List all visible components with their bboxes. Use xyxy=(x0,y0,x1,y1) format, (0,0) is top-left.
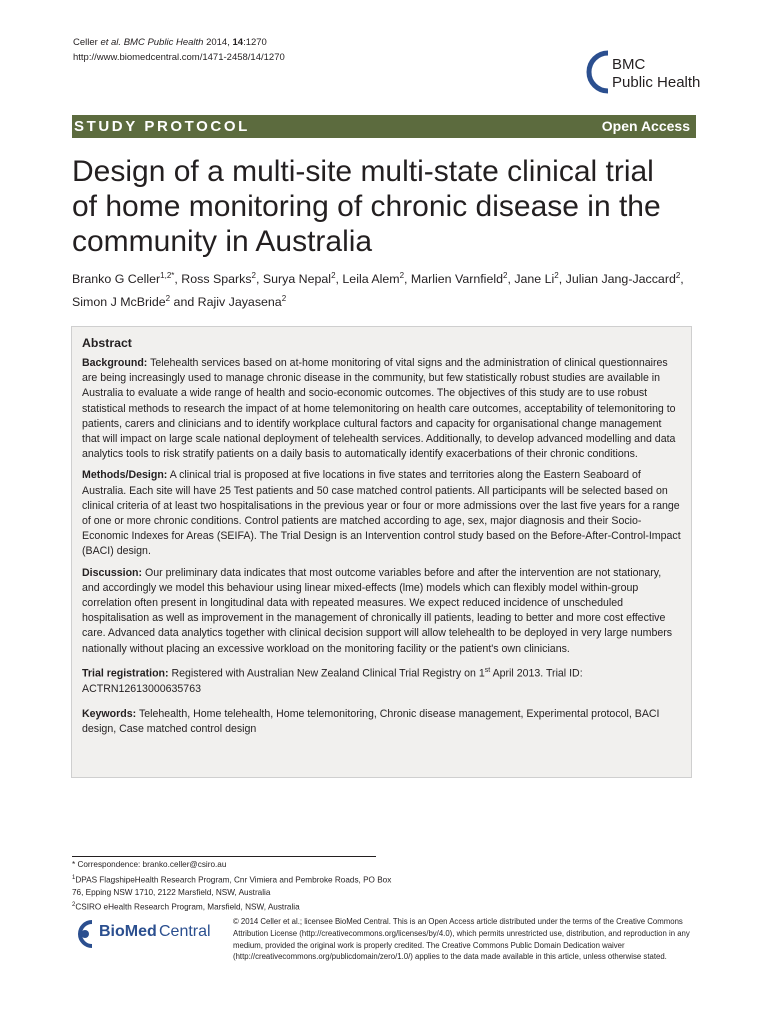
biomed-central-logo xyxy=(72,916,222,952)
article-url[interactable]: http://www.biomedcentral.com/1471-2458/14/1270 xyxy=(73,52,285,63)
footnotes xyxy=(72,859,402,914)
abstract-trial-registration xyxy=(82,663,681,697)
author-2 xyxy=(181,272,263,286)
abstract-discussion xyxy=(82,566,681,657)
author-separator: and xyxy=(170,295,198,310)
citation-line xyxy=(73,35,285,50)
background-text: Telehealth services based on at-home monitoring of vital signs and the administration of clinical questionnaires are being increasingly used to manage chronic disease in the community, but few statistically robust studies are available in Australia to evaluate a wide range of health and socio-economic outcomes. The objectives of this study are to use robust statistical methods to research the impact of at home telemonitoring on health care outcomes, acceptability of telemonitoring to patients, carers and clinicians and to identify workplace cultural factors and capacity for organisational change management that will impact on large scale national deployment of telehealth services. Additionally, to develop advanced modelling and data analytics tools to risk stratify patients on a daily basis to automatically identify exacerbations of their chronic conditions. xyxy=(82,357,676,461)
author-4 xyxy=(342,272,411,286)
author-separator: , xyxy=(507,272,515,287)
discussion-label: Discussion: xyxy=(82,566,143,579)
author-name: Jane Li xyxy=(514,272,555,287)
author-name: Marlien Varnfield xyxy=(410,272,503,287)
article-type-banner xyxy=(72,115,696,138)
methods-label: Methods/Design: xyxy=(82,469,168,482)
author-affiliation-sup: 2 xyxy=(502,271,508,280)
citation-year: 2014, xyxy=(206,37,230,48)
central-text: Central xyxy=(159,923,211,940)
article-type-label: STUDY PROTOCOL xyxy=(74,118,250,135)
author-name: Branko G Celler xyxy=(72,272,161,287)
correspondence-note xyxy=(72,859,402,872)
citation-authors: Celler xyxy=(73,37,98,48)
author-separator: , xyxy=(335,272,343,287)
affiliation-2 xyxy=(72,899,402,914)
author-affiliation-sup: 2 xyxy=(554,271,559,280)
trial-text-1: Registered with Australian New Zealand Clinical Trial Registry on 1 xyxy=(171,667,485,680)
background-label: Background: xyxy=(82,357,148,369)
biomed-text: BioMed xyxy=(99,923,157,940)
trial-sup: st xyxy=(484,666,491,674)
footnote-divider xyxy=(72,856,376,857)
affiliation-2-sup: 2 xyxy=(72,902,76,909)
author-affiliation-sup: 2 xyxy=(165,294,171,304)
author-3 xyxy=(263,272,343,286)
trial-label: Trial registration: xyxy=(82,667,169,680)
author-affiliation-sup: 2 xyxy=(251,271,256,280)
article-title: Design of a multi-site multi-state clinical trial of home monitoring of chronic disease in the community in Australia xyxy=(72,155,661,258)
abstract-background xyxy=(82,356,681,462)
affiliation-1-sup: 1 xyxy=(72,874,76,881)
license-statement: © 2014 Celler et al.; licensee BioMed Central. This is an Open Access article distributed under the terms of the Creative Commons Attribution License (http://creativecommons.org/licenses/by/4.0), which permits unrestricted use, distribution, and reproduction in any medium, provided the original work is properly credited. The Creative Commons Public Domain Dedication waiver (http://creativecommons.org/publicdomain/zero/1.0/) applies to the data made available in this article, unless otherwise stated. xyxy=(233,917,690,962)
journal-logo xyxy=(586,50,706,100)
author-affiliation-sup: 2 xyxy=(675,271,681,280)
journal-logo-line2: Public Health xyxy=(612,74,701,91)
bmc-arc-icon xyxy=(586,50,610,94)
author-affiliation-sup: 2 xyxy=(331,271,336,280)
abstract-heading: Abstract xyxy=(82,336,132,350)
trial-text-2: April 2013. Trial ID: ACTRN12613000635763 xyxy=(82,667,583,695)
discussion-text: Our preliminary data indicates that most outcome variables before and after the intervention are not stationary, and accordingly we model this behaviour using linear mixed-effects (lme) models which can flexibly model within-group correlation often present in longitudinal data with repeated measures. We expect reduced incidence of unscheduled hospitalisation as well as improvement in the management of chronically ill patients, leading to better and more cost effective care. Advanced data analytics together with clinical decision support will allow telehealth to be deployed in very large numbers nationally without placing an excessive workload on the monitoring facility or the patient's own clinicians. xyxy=(82,566,673,655)
journal-logo-line1: BMC xyxy=(612,56,646,73)
biomed-central-swirl-icon xyxy=(72,916,98,952)
methods-text: A clinical trial is proposed at five locations in five states and territories along the Eastern Seaboard of Australia. Each site will have 25 Test patients and 50 case matched control patients. All participants will be selected based on clinical criteria of at least two hospitalisations in the previous year or four or more admissions over the last five years for a range of one or more chronic conditions. Control patients are matched according to age, sex, major diagnosis and their Socio-Economic Indexes for Areas (SEIFA). The Trial Design is an Intervention control study based on the Before-After-Control-Impact (BACI) design. xyxy=(82,469,681,558)
author-separator: , xyxy=(558,272,566,287)
author-9 xyxy=(198,295,286,309)
keywords-text: Telehealth, Home telehealth, Home telemonitoring, Chronic disease management, Experimental protocol, BACI design, Case matched control design xyxy=(82,707,660,735)
author-list xyxy=(72,266,692,312)
citation-journal: et al. BMC Public Health xyxy=(100,37,204,48)
abstract-box xyxy=(71,326,692,778)
author-name: Simon J McBride xyxy=(72,295,166,310)
author-separator: , xyxy=(404,272,411,287)
author-6 xyxy=(514,272,565,286)
author-1 xyxy=(72,272,181,286)
affiliation-1-text: DPAS FlagshipeHealth Research Program, Cnr Vimiera and Pembroke Roads, PO Box 76, Epping NSW 1710, 2122 Marsfield, NSW, Australia xyxy=(72,875,392,897)
author-name: Julian Jang-Jaccard xyxy=(565,272,676,287)
affiliation-1 xyxy=(72,872,402,900)
correspondence-text: Correspondence: branko.celler@csiro.au xyxy=(77,860,227,869)
correspondence-marker: * xyxy=(72,860,78,869)
affiliation-2-text: CSIRO eHealth Research Program, Marsfield, NSW, Australia xyxy=(75,902,300,912)
citation-header xyxy=(73,35,285,65)
abstract-keywords xyxy=(82,707,681,737)
author-name: Surya Nepal xyxy=(262,272,332,287)
author-separator: , xyxy=(680,272,684,287)
author-affiliation-sup: 2 xyxy=(281,294,287,304)
author-affiliation-sup: 2 xyxy=(399,271,405,280)
author-name: Leila Alem xyxy=(342,272,400,287)
author-8 xyxy=(72,295,198,309)
author-separator: , xyxy=(174,272,182,287)
open-access-badge: Open Access xyxy=(594,115,696,138)
author-5 xyxy=(411,272,514,286)
citation-volume: 14 xyxy=(232,37,244,48)
abstract-methods xyxy=(82,468,681,559)
author-affiliation-sup: 1,2* xyxy=(160,271,175,280)
author-separator: , xyxy=(255,272,263,287)
citation-page: :1270 xyxy=(243,37,267,48)
keywords-label: Keywords: xyxy=(82,707,137,720)
author-name: Ross Sparks xyxy=(181,272,252,287)
author-name: Rajiv Jayasena xyxy=(197,295,282,310)
author-7 xyxy=(566,272,684,286)
